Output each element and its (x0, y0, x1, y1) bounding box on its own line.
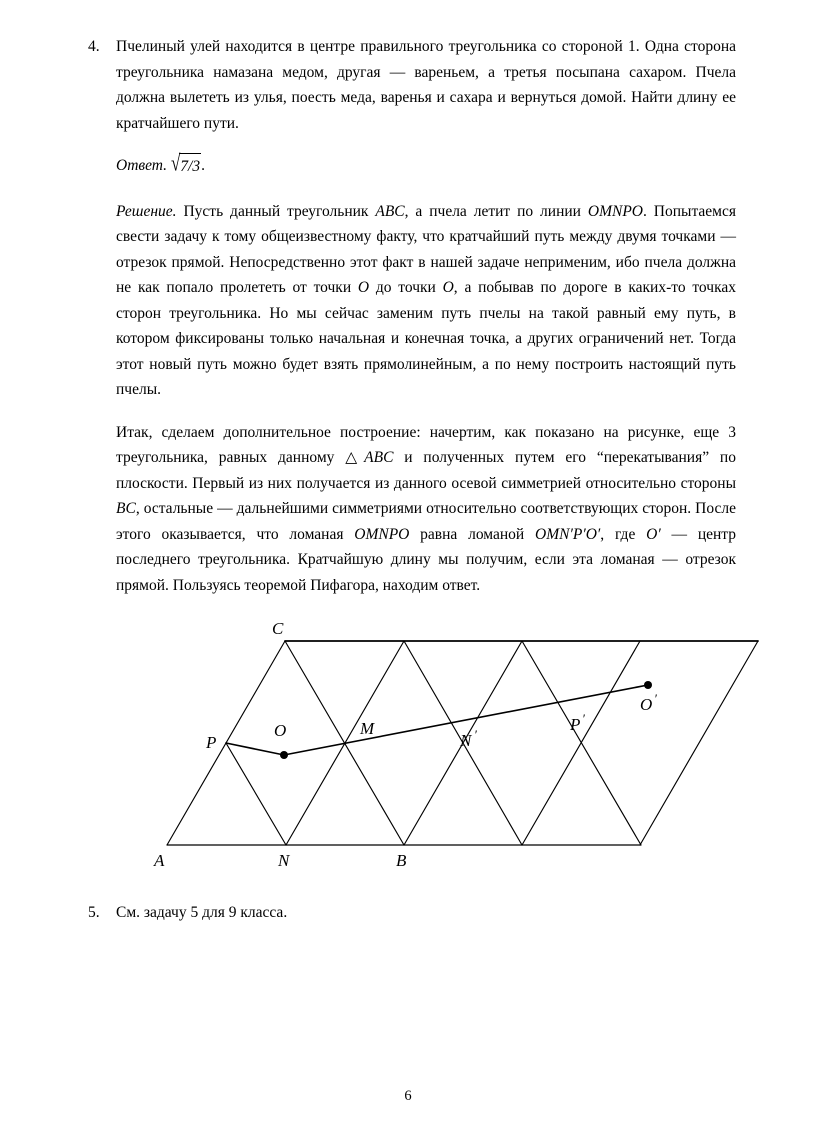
problem-5 (88, 900, 736, 926)
sol-p1-math-o2: O (442, 279, 454, 296)
sol-p1-d: до точки (369, 279, 443, 296)
sol-p1-math-o1: O (357, 279, 370, 296)
answer-label: Ответ. (116, 157, 168, 174)
label-A: A (154, 851, 165, 870)
sol-p1-c: . Попытаемся свести задачу к тому общеизвестному факту, что кратчайший путь между двумя точками — отрезок прямой. Непосредственно этот факт в нашей задаче неприменим, ибо пчела должна не как попало пролететь от точки (116, 202, 736, 296)
label-N-prime-group (459, 727, 477, 750)
edge-up-5 (640, 641, 758, 845)
answer-punct: . (201, 157, 205, 174)
sol-p2-f: — центр последнего треугольника. Кратчайшую длину мы получим, если эта ломаная — отрезок прямой. Пользуясь теоремой Пифагора, находим ответ. (116, 525, 736, 594)
sol-p1-a: Пусть данный треугольник (176, 202, 376, 220)
label-P-prime: P (570, 715, 581, 734)
sol-p2-math-oprime: O′ (646, 525, 661, 543)
text-column (88, 34, 736, 598)
sol-p2-d: равна ломаной (409, 525, 536, 543)
sol-p1-b: , а пчела летит по линии (404, 202, 588, 220)
path-p-to-o (226, 743, 284, 755)
sol-p2-math-omnppo: OMN′P′O′ (535, 525, 601, 543)
label-N-prime-mark: ′ (474, 727, 477, 742)
sol-p2-b: и полученных путем его “перекатывания” по плоскости. Первый из них получается из данного осевой симметрией относительно стороны (116, 449, 736, 492)
label-M: M (360, 719, 375, 738)
label-P-prime-group (569, 711, 585, 734)
label-N: N (278, 851, 290, 870)
edge-p-n (226, 743, 286, 845)
solution-label: Решение. (116, 202, 177, 220)
sol-p2-c: , остальные — дальнейшими симметриями относительно соответствующих сторон. После этого оказывается, что ломаная (116, 500, 736, 543)
point-o-dot (280, 751, 288, 759)
label-C: C (272, 619, 284, 638)
sol-p2-math-tri-abc: △ABC (345, 449, 394, 466)
point-oprime-dot (644, 681, 652, 689)
problem-4-statement: Пчелиный улей находится в центре правильного треугольника со стороной 1. Одна сторона треугольника намазана медом, другая — вареньем, а третья посыпана сахаром. Пчела должна вылететь из улья, поесть меда, варенья и сахара и вернуться домой. Найти длину ее кратчайшего пути. (116, 38, 736, 132)
sol-p1-math-omnpo: OMNPO (587, 202, 643, 220)
label-O-prime-group (640, 691, 657, 714)
sol-p2-math-bc: BC (116, 500, 136, 517)
sol-p1-math-abc: ABC (375, 202, 405, 220)
geometry-figure (88, 618, 788, 880)
solution-paragraph-2 (88, 420, 736, 599)
answer-radical (171, 152, 201, 179)
problem-4 (88, 34, 736, 136)
page-number: 6 (404, 1088, 412, 1104)
problem-5-text: См. задачу 5 для 9 класса. (116, 904, 288, 921)
answer-radicand: 7/3 (179, 153, 201, 180)
sol-p2-math-omnpo: OMNPO (354, 525, 410, 543)
answer-line (88, 152, 736, 179)
label-N-prime: N (460, 731, 472, 750)
sol-p1-e: , а побывав по дороге в каких-то точках сторон треугольника. Но мы сейчас заменим путь пчелы на такой равный ему путь, в котором фиксированы только начальная и конечная точка, а других ограничений нет. Тогда этот новый путь можно будет взять прямолинейным, а по нему построить настоящий путь пчелы. (116, 279, 736, 398)
label-O-prime: O (640, 695, 653, 714)
solution-paragraph-1 (88, 199, 736, 403)
label-P: P (206, 733, 217, 752)
problem-4-number: 4. (88, 38, 100, 55)
label-P-prime-mark: ′ (582, 711, 585, 726)
label-O: O (274, 721, 287, 740)
label-O-prime-mark: ′ (654, 691, 657, 706)
sol-p2-a: Итак, сделаем дополнительное построение: начертим, как показано на рисунке, еще 3 треугольника, равных данному (116, 423, 736, 466)
figure-svg (88, 618, 788, 880)
radical-sign-icon: √ (170, 150, 181, 176)
problem-5-number: 5. (88, 904, 100, 921)
sol-p2-e: , где (600, 525, 647, 543)
label-B: B (396, 851, 407, 870)
